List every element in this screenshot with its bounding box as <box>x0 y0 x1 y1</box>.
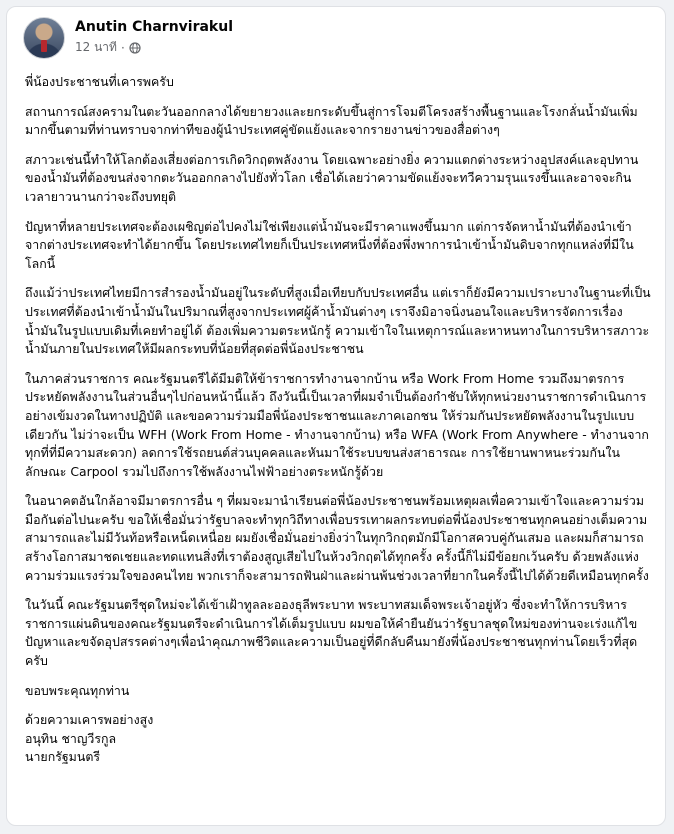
post-paragraph: ปัญหาที่หลายประเทศจะต้องเผชิญต่อไปคงไม่ใช่เพียงแต่น้ำมันจะมีราคาแพงขึ้นมาก แต่การจัดหาน้ำมันที่ต้องนำเข้าจากต่างประเทศจะทำได้ยากขึ้น โดยประเทศไทยก็เป็นประเทศหนึ่งที่ต้องพึ่งพาการนำเข้าน้ำมันดิบจากทุกแหล่งที่มีในโลกนี้ <box>25 218 634 271</box>
post-paragraph: สภาวะเช่นนี้ทำให้โลกต้องเสี่ยงต่อการเกิดวิกฤตพลังงาน โดยเฉพาะอย่างยิ่ง ความแตกต่างระหว่างอุปสงค์และอุปทานของน้ำมันที่ต้องขนส่งจากตะวันออกกลางไปยังทั่วโลก เชื่อได้เลยว่าความขัดแย้งจะทวีความรุนแรงขึ้นและอาจจะกินเวลายาวนานกว่าจะถึงบทยุติ <box>25 151 639 204</box>
globe-icon[interactable] <box>129 42 141 54</box>
post-paragraph: ในอนาคตอันใกล้อาจมีมาตรการอื่น ๆ ที่ผมจะมานำเรียนต่อพี่น้องประชาชนพร้อมเหตุผลเพื่อความเข้าใจและความร่วมมือกันต่อไปนะครับ ขอให้เชื่อมั่นว่ารัฐบาลจะทำทุกวิถีทางเพื่อบรรเทาผลกระทบต่อพี่น้องประชาชนทุกคนอย่างเต็มความสามารถและไม่มีวันท้อหรือเหน็ดเหนื่อย ผมยังเชื่อมั่นอย่างยิ่งว่าในทุกวิกฤตมักมีโอกาสควบคู่กันเสมอ และผมก็สามารถสร้างโอกาสมาชดเชยและทดแทนสิ่งที่เราต้องสูญเสียไปในห้วงวิกฤตได้ทุกครั้ง ครั้งนี้ก็ไม่มีข้อยกเว้นครับ ด้วยพลังแห่งความร่วมแรงร่วมใจของคนไทย พวกเราก็จะสามารถฟันฝ่าและผ่านพ้นช่วงเวลาที่ยากในครั้งนี้ไปได้ด้วยดีเหมือนทุกครั้ง <box>25 493 649 583</box>
post-timestamp[interactable]: 12 นาที <box>75 40 117 54</box>
post-header <box>23 17 233 59</box>
post-paragraph: ในภาคส่วนราชการ คณะรัฐมนตรีได้มีมติให้ข้าราชการทำงานจากบ้าน หรือ Work From Home รวมถึงมาตรการประหยัดพลังงานในส่วนอื่นๆไปก่อนหน้านี้แล้ว ถึงวันนี้เป็นเวลาที่ผมจำเป็นต้องกำชับให้ทุกหน่วยงานราชการดำเนินการอย่างเข้มงวดในทางปฏิบัติ และขอความร่วมมือพี่น้องประชาชนและภาคเอกชน ให้ร่วมกันประหยัดพลังงานในรูปแบบเดียวกัน ไม่ว่าจะเป็น WFH (Work From Home - ทำงานจากบ้าน) หรือ WFA (Work From Anywhere - ทำงานจากทุกที่ที่มีความสะดวก) ลดการใช้รถยนต์ส่วนบุคคลและหันมาใช้ระบบขนส่งสาธารณะ การใช้ยานพาหนะร่วมกันในลักษณะ Carpool รวมไปถึงการใช้พลังงานไฟฟ้าอย่างตระหนักรู้ด้วย <box>25 370 649 479</box>
post-paragraph: พี่น้องประชาชนที่เคารพครับ <box>25 74 174 89</box>
post-body <box>25 73 651 767</box>
post-meta <box>75 19 233 57</box>
post-paragraph: ถึงแม้ว่าประเทศไทยมีการสำรองน้ำมันอยู่ในระดับที่สูงเมื่อเทียบกับประเทศอื่น แต่เราก็ยังมีความเปราะบางในฐานะที่เป็นประเทศที่ต้องนำเข้าน้ำมันในปริมาณที่สูงจากประเทศผู้ค้าน้ำมันต่างๆ เราจึงมิอาจนิ่งนอนใจและบริหารจัดการเรื่องน้ำมันในรูปแบบเดิมที่เคยทำอยู่ได้ ต้องเพิ่มความตระหนักรู้ ความเข้าใจในเหตุการณ์และหาหนทางในการบริหารสภาวะน้ำมันภายในประเทศให้มีผลกระทบที่น้อยที่สุดต่อพี่น้องประชาชน <box>25 285 651 357</box>
post-card <box>6 6 666 826</box>
signature <box>25 711 651 767</box>
author-name[interactable]: Anutin Charnvirakul <box>75 19 234 35</box>
post-paragraph: สถานการณ์สงครามในตะวันออกกลางได้ขยายวงและยกระดับขึ้นสู่การโจมตีโครงสร้างพื้นฐานและโรงกลั่นน้ำมันเพิ่มมากขึ้นตามที่ท่านทราบจากท่าทีของผู้นำประเทศคู่ขัดแย้งและจากรายงานข่าวของสื่อต่างๆ <box>25 103 638 138</box>
separator: · <box>120 40 125 55</box>
avatar[interactable] <box>23 17 65 59</box>
post-paragraph: ในวันนี้ คณะรัฐมนตรีชุดใหม่จะได้เข้าเฝ้าทูลละอองธุลีพระบาท พระบาทสมเด็จพระเจ้าอยู่หัว ซึ่งจะทำให้การบริหารราชการแผ่นดินของคณะรัฐมนตรีจะดำเนินการได้เต็มรูปแบบ ผมขอให้คำยืนยันว่ารัฐบาลชุดใหม่ของท่านจะเร่งแก้ไขปัญหาและขจัดอุปสรรคต่างๆเพื่อนำคุณภาพชีวิตและความเป็นอยู่ที่ดีกลับคืนมายังพี่น้องประชาชนทุกท่านโดยเร็วที่สุดครับ <box>25 597 638 669</box>
post-subline <box>75 38 233 57</box>
signature-line: นายกรัฐมนตรี <box>25 749 101 765</box>
post-paragraph: ขอบพระคุณทุกท่าน <box>25 682 130 698</box>
signature-line: ด้วยความเคารพอย่างสูง <box>25 712 154 728</box>
signature-line: อนุทิน ชาญวีรกูล <box>25 730 117 746</box>
